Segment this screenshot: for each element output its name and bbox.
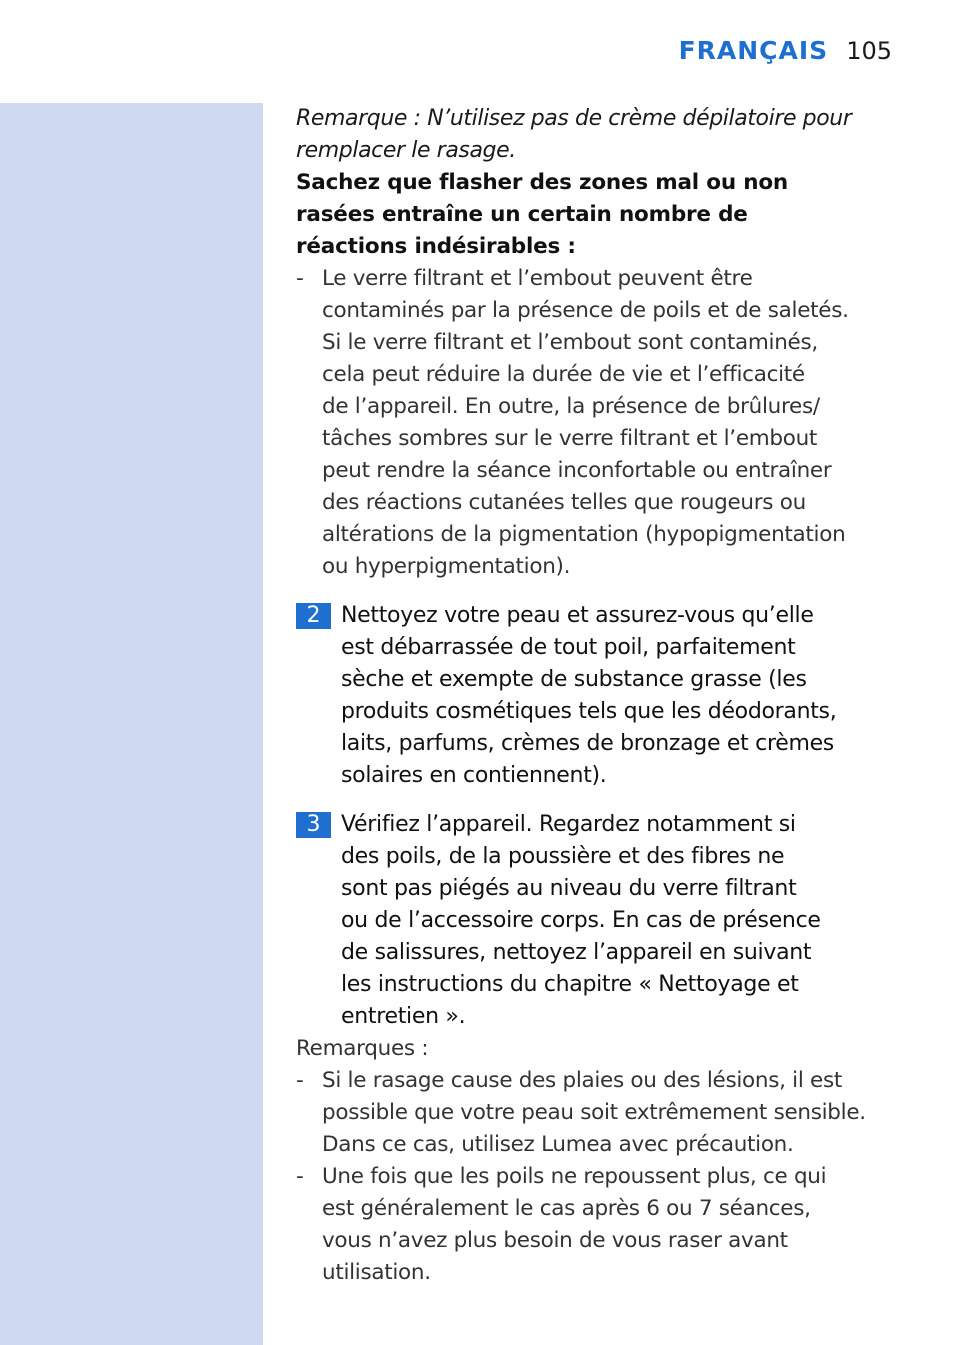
text-line: sèche et exempte de substance grasse (les — [341, 667, 807, 692]
language-label: FRANÇAIS — [678, 36, 829, 65]
text-line: laits, parfums, crèmes de bronzage et crèmes — [341, 731, 834, 756]
text-line: Remarque : N’utilisez pas de crème dépilatoire pour — [296, 106, 852, 131]
step-3 — [296, 809, 894, 1033]
text-line: sont pas piégés au niveau du verre filtrant — [341, 876, 797, 901]
text-line: utilisation. — [322, 1260, 431, 1285]
text-line: des réactions cutanées telles que rougeurs ou — [322, 490, 806, 515]
text-line: entretien ». — [341, 1004, 466, 1029]
text-line: tâches sombres sur le verre filtrant et l’embout — [322, 426, 818, 451]
text-line: produits cosmétiques tels que les déodorants, — [341, 699, 837, 724]
remarque-note — [296, 103, 894, 167]
text-line: les instructions du chapitre « Nettoyage et — [341, 972, 799, 997]
text-line: réactions indésirables : — [296, 234, 576, 259]
bullet-dash: - — [296, 1164, 304, 1189]
list-item — [296, 1161, 894, 1289]
text-line: remplacer le rasage. — [296, 138, 516, 163]
text-line: des poils, de la poussière et des fibres ne — [341, 844, 785, 869]
text-line: rasées entraîne un certain nombre de — [296, 202, 748, 227]
text-line: Dans ce cas, utilisez Lumea avec précaution. — [322, 1132, 794, 1157]
text-line: de salissures, nettoyez l’appareil en suivant — [341, 940, 812, 965]
step-number-badge: 2 — [296, 603, 331, 629]
text-line: ou de l’accessoire corps. En cas de présence — [341, 908, 821, 933]
page-number: 105 — [846, 37, 892, 65]
list-item — [296, 1065, 894, 1161]
text-line: Vérifiez l’appareil. Regardez notamment si — [341, 812, 796, 837]
text-line: vous n’avez plus besoin de vous raser avant — [322, 1228, 788, 1253]
text-line: Si le rasage cause des plaies ou des lésions, il est — [322, 1068, 843, 1093]
text-line: est débarrassée de tout poil, parfaitement — [341, 635, 796, 660]
step-2 — [296, 600, 894, 792]
text-line: Une fois que les poils ne repoussent plus, ce qui — [322, 1164, 827, 1189]
text-line: Le verre filtrant et l’embout peuvent être — [322, 266, 753, 291]
text-line: solaires en contiennent). — [341, 763, 607, 788]
warning-heading — [296, 167, 894, 263]
text-line: est généralement le cas après 6 ou 7 séances, — [322, 1196, 811, 1221]
page-content — [296, 103, 894, 1289]
text-line: Si le verre filtrant et l’embout sont contaminés, — [322, 330, 818, 355]
sidebar-panel — [0, 103, 263, 1345]
text-line: Sachez que flasher des zones mal ou non — [296, 170, 789, 195]
text-line: possible que votre peau soit extrêmement sensible. — [322, 1100, 866, 1125]
text-line: peut rendre la séance inconfortable ou entraîner — [322, 458, 832, 483]
text-line: cela peut réduire la durée de vie et l’efficacité — [322, 362, 805, 387]
text-line: de l’appareil. En outre, la présence de brûlures/ — [322, 394, 820, 419]
text-line: contaminés par la présence de poils et de saletés. — [322, 298, 849, 323]
page-header — [679, 36, 892, 65]
text-line: Nettoyez votre peau et assurez-vous qu’elle — [341, 603, 814, 628]
bullet-dash: - — [296, 266, 304, 291]
step-number-badge: 3 — [296, 812, 331, 838]
text-line: ou hyperpigmentation). — [322, 554, 571, 579]
text-line: altérations de la pigmentation (hypopigmentation — [322, 522, 846, 547]
list-item — [296, 263, 894, 583]
bullet-dash: - — [296, 1068, 304, 1093]
remarques-title: Remarques : — [296, 1036, 429, 1061]
